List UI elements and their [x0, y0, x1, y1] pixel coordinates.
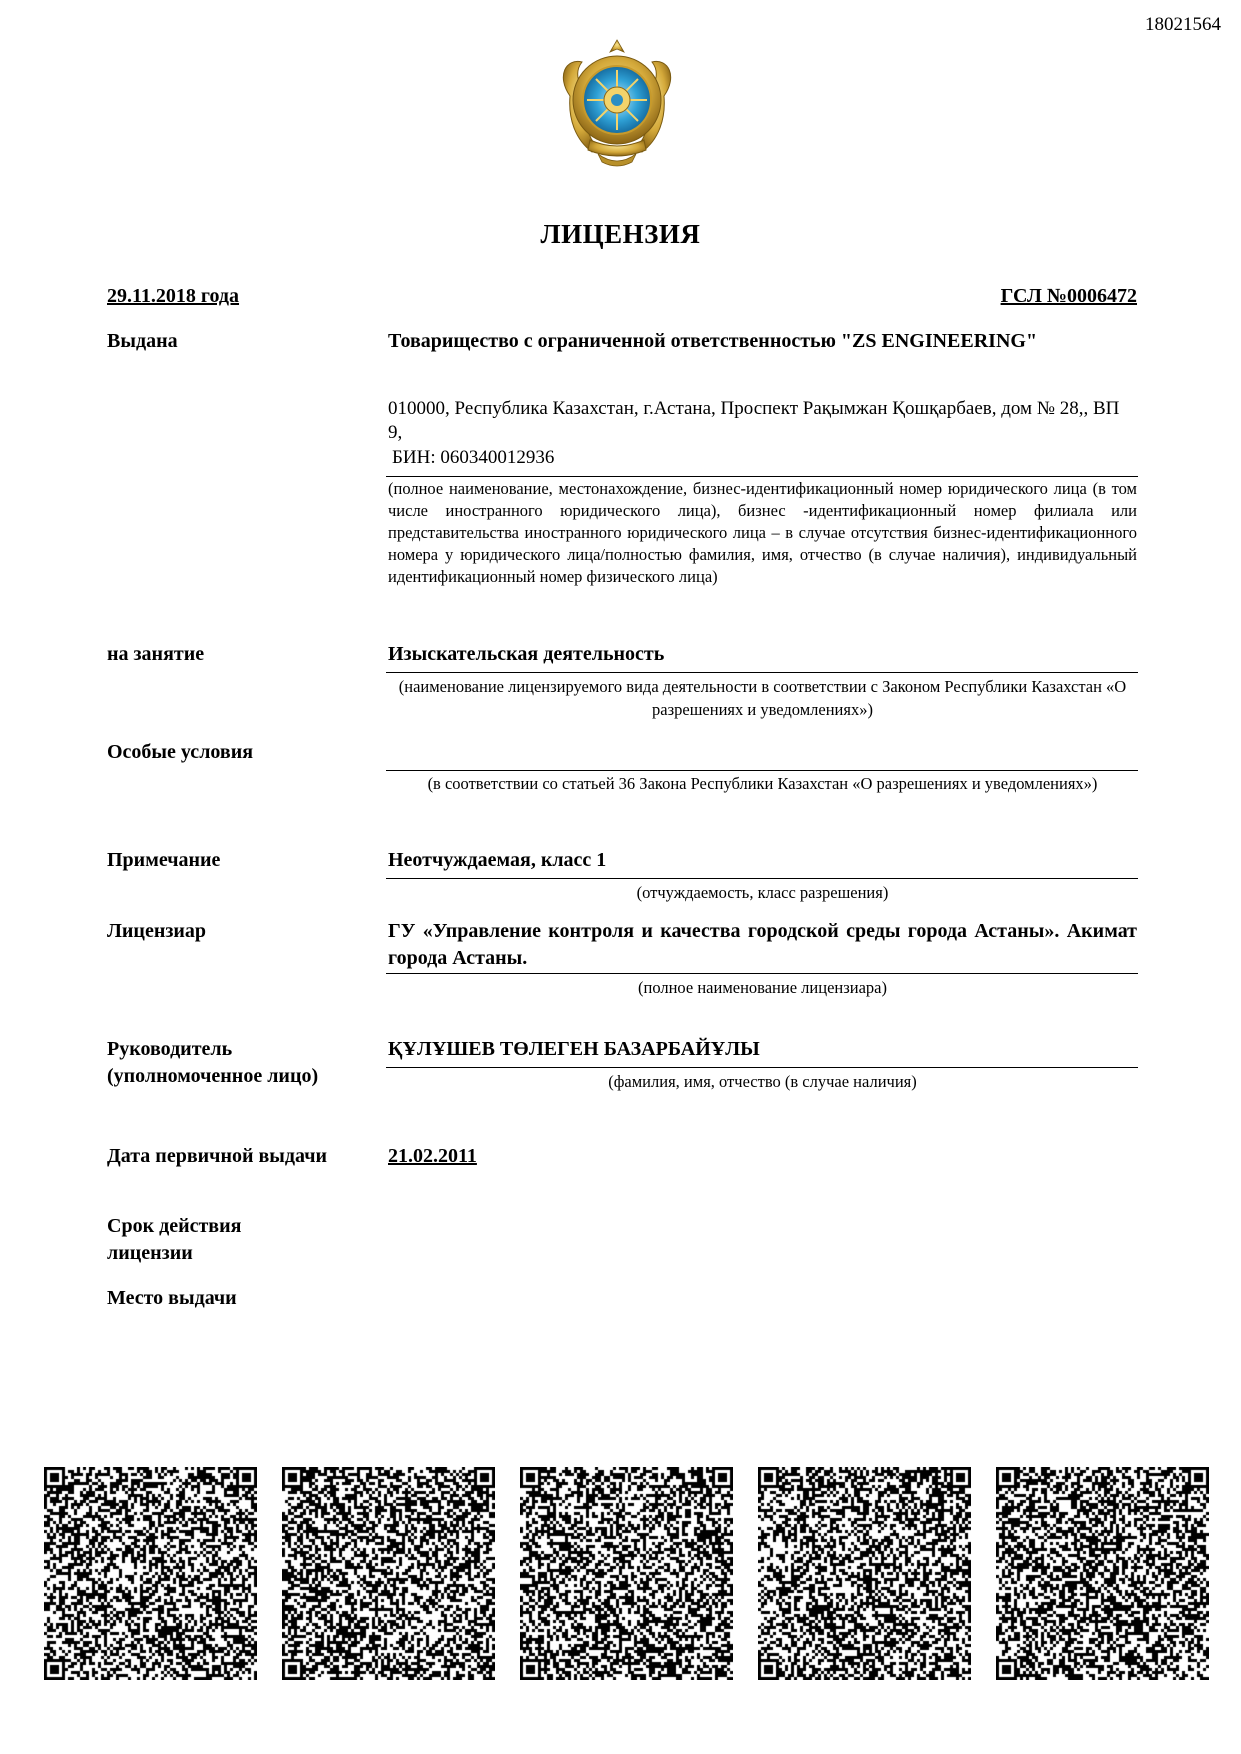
- qr-code-icon: [758, 1467, 971, 1680]
- place-label: Место выдачи: [107, 1287, 237, 1309]
- qr-code-icon: [520, 1467, 733, 1680]
- note-caption: (отчуждаемость, класс разрешения): [636, 883, 889, 902]
- head-name: ҚҰЛҰШЕВ ТӨЛЕГЕН БАЗАРБАЙҰЛЫ: [388, 1038, 760, 1060]
- head-label: [107, 1036, 318, 1090]
- activity-label: на занятие: [107, 643, 205, 665]
- validity-label: [107, 1213, 241, 1267]
- qr-code-icon: [44, 1467, 257, 1680]
- document-title: ЛИЦЕНЗИЯ: [540, 219, 701, 249]
- licensee-bin: БИН: 060340012936: [392, 447, 555, 468]
- licensor-caption: (полное наименование лицензиара): [638, 978, 887, 997]
- special-conditions-caption: (в соответствии со статьей 36 Закона Республики Казахстан «О разрешениях и уведомлениях»): [427, 774, 1098, 793]
- divider: [386, 973, 1138, 974]
- head-caption: (фамилия, имя, отчество (в случае наличия): [608, 1072, 917, 1091]
- first-issue-label: Дата первичной выдачи: [107, 1145, 328, 1167]
- licensee-name: Товарищество с ограниченной ответственностью "ZS ENGINEERING": [388, 330, 1038, 352]
- validity-label-line2: лицензии: [107, 1242, 193, 1264]
- divider: [386, 878, 1138, 879]
- document-number: 18021564: [1145, 14, 1221, 35]
- head-label-line2: (уполномоченное лицо): [107, 1065, 319, 1087]
- issue-date: 29.11.2018 года: [107, 285, 240, 307]
- validity-label-line1: Срок действия: [107, 1215, 242, 1237]
- divider: [386, 1067, 1138, 1068]
- licensor-label: Лицензиар: [107, 920, 207, 942]
- divider: [386, 770, 1138, 771]
- licensor-value: ГУ «Управление контроля и качества городской среды города Астаны». Акимат города Астаны.: [388, 920, 1137, 969]
- divider: [386, 672, 1138, 673]
- license-number: ГСЛ №0006472: [1000, 285, 1137, 307]
- licensee-address: 010000, Республика Казахстан, г.Астана, Проспект Рақымжан Қошқарбаев, дом № 28,, ВП 9,: [388, 398, 1120, 443]
- activity-value: Изыскательская деятельность: [388, 643, 665, 665]
- special-conditions-label: Особые условия: [107, 741, 254, 763]
- divider: [386, 476, 1138, 477]
- licensee-explanation: (полное наименование, местонахождение, бизнес-идентификационный номер юридического лица (в том числе иностранного юридического лица), бизнес -идентификационный номер филиала или представительства иностранного юридического лица – в случае отсутствия бизнес-идентификационного номера у юридического лица/полностью фамилия, имя, отчество (в случае наличия), индивидуальный идентификационный номер физического лица): [388, 479, 1137, 586]
- activity-caption: (наименование лицензируемого вида деятельности в соответствии с Законом Республики Казахстан «О разрешениях и уведомлениях»): [398, 677, 1127, 719]
- qr-code-icon: [996, 1467, 1209, 1680]
- first-issue-date: 21.02.2011: [388, 1145, 477, 1167]
- head-label-line1: Руководитель: [107, 1038, 233, 1060]
- note-value: Неотчуждаемая, класс 1: [388, 849, 607, 871]
- note-label: Примечание: [107, 849, 221, 871]
- qr-code-icon: [282, 1467, 495, 1680]
- state-emblem-icon: [552, 36, 682, 168]
- issued-to-label: Выдана: [107, 330, 178, 352]
